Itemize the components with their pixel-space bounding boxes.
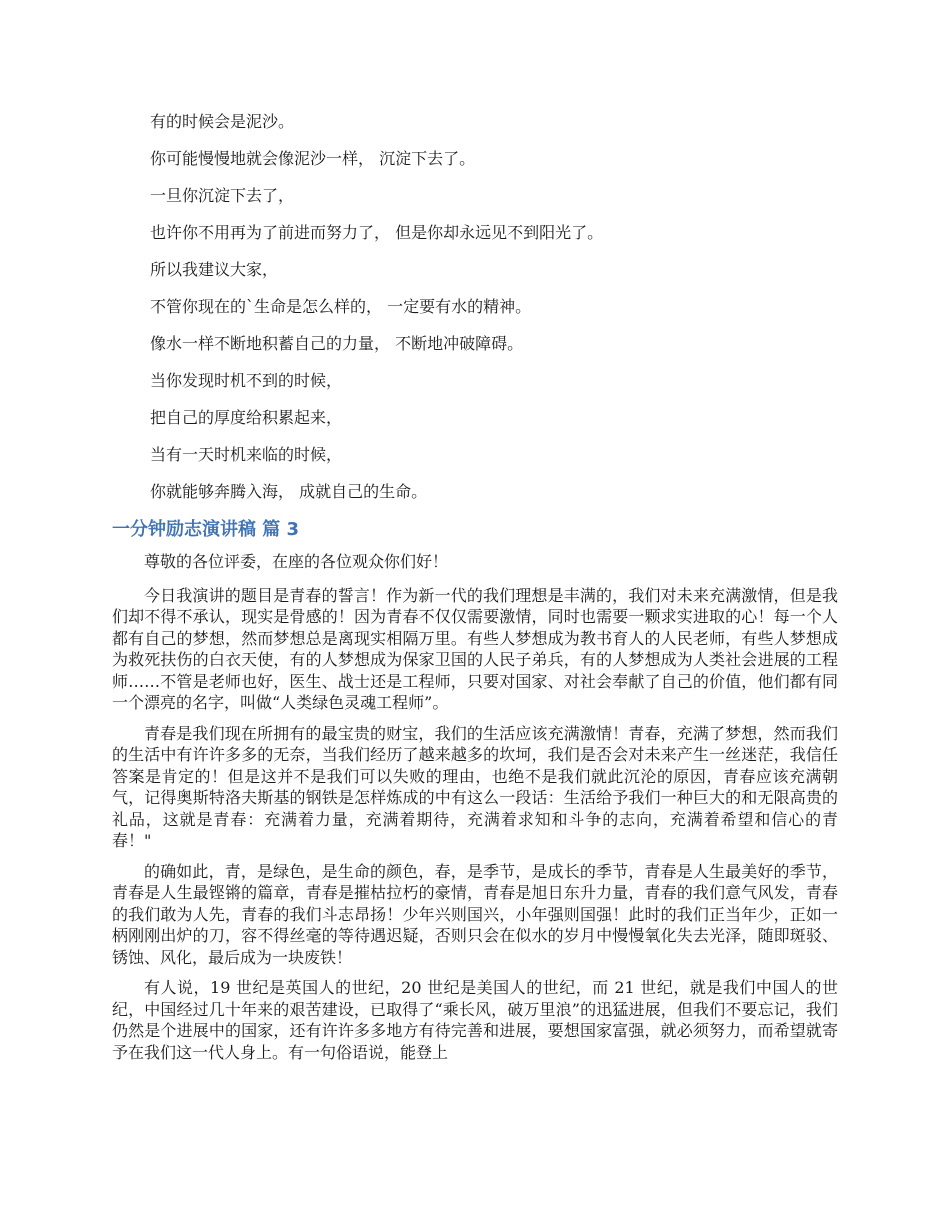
paragraph: 青春是我们现在所拥有的最宝贵的财宝，我们的生活应该充满激情！青春，充满了梦想，然而我们的生活中有许许多多的无奈，当我们经历了越来越多的坎坷，我们是否会对未来产生一丝迷茫，我信任答案是肯定的！但是这并不是我们可以失败的理由，也绝不是我们就此沉沦的原因，青春应该充满朝气，记得奥斯特洛夫斯基的钢铁是怎样炼成的中有这么一段话：生活给予我们一种巨大的和无限高贵的礼品，这就是青春：充满着力量，充满着期待，充满着求知和斗争的志向，充满着希望和信心的青春！" — [112, 723, 838, 850]
text-line: 所以我建议大家， — [150, 260, 279, 279]
text-line: 有的时候会是泥沙。 — [150, 112, 295, 131]
text-line: 像水一样不断地积蓄自己的力量， 不断地冲破障碍。 — [150, 334, 524, 353]
short-lines-block — [112, 110, 838, 504]
text-line: 当你发现时机不到的时候， — [150, 371, 343, 390]
text-line: 也许你不用再为了前进而努力了， 但是你却永远见不到阳光了。 — [150, 223, 604, 242]
paragraph-greeting: 尊敬的各位评委，在座的各位观众你们好！ — [144, 552, 449, 571]
paragraph: 今日我演讲的题目是青春的誓言！作为新一代的我们理想是丰满的，我们对未来充满激情，但是我们却不得不承认，现实是骨感的！因为青春不仅仅需要激情，同时也需要一颗求实进取的心！每一个人都有自己的梦想，然而梦想总是离现实相隔万里。有些人梦想成为教书育人的人民老师，有些人梦想成为救死扶伤的白衣天使，有的人梦想成为保家卫国的人民子弟兵，有的人梦想成为人类社会进展的工程师……不管是老师也好，医生、战士还是工程师，只要对国家、对社会奉献了自己的价值，他们都有同一个漂亮的名字，叫做“人类绿色灵魂工程师”。 — [112, 585, 838, 712]
paragraph: 有人说，19 世纪是英国人的世纪，20 世纪是美国人的世纪，而 21 世纪，就是我们中国人的世纪，中国经过几十年来的艰苦建设，已取得了“乘长风，破万里浪”的迅猛进展，但我们不要忘记，我们仍然是个进展中的国家，还有许许多多地方有待完善和进展，要想国家富强，就必须努力，而希望就寄予在我们这一代人身上。有一句俗语说，能登上 — [112, 978, 838, 1062]
text-line: 你就能够奔腾入海， 成就自己的生命。 — [150, 482, 428, 501]
paragraph: 的确如此，青，是绿色，是生命的颜色，春，是季节，是成长的季节，青春是人生最美好的季节，青春是人生最铿锵的篇章，青春是摧枯拉朽的豪情，青春是旭日东升力量，青春的我们意气风发，青春的我们敢为人先，青春的我们斗志昂扬！少年兴则国兴，小年强则国强！此时的我们正当年少，正如一柄刚刚出炉的刀，容不得丝毫的等待遇迟疑，否则只会在似水的岁月中慢慢氧化失去光泽，随即斑驳、锈蚀、风化，最后成为一块废铁！ — [112, 861, 838, 967]
text-line: 把自己的厚度给积累起来， — [150, 408, 343, 427]
text-line: 当有一天时机来临的时候， — [150, 445, 343, 464]
text-line: 一旦你沉淀下去了， — [150, 186, 295, 205]
section-heading: 一分钟励志演讲稿 篇 3 — [112, 519, 300, 540]
text-line: 不管你现在的`生命是怎么样的， 一定要有水的精神。 — [150, 297, 532, 316]
text-line: 你可能慢慢地就会像泥沙一样， 沉淀下去了。 — [150, 149, 476, 168]
